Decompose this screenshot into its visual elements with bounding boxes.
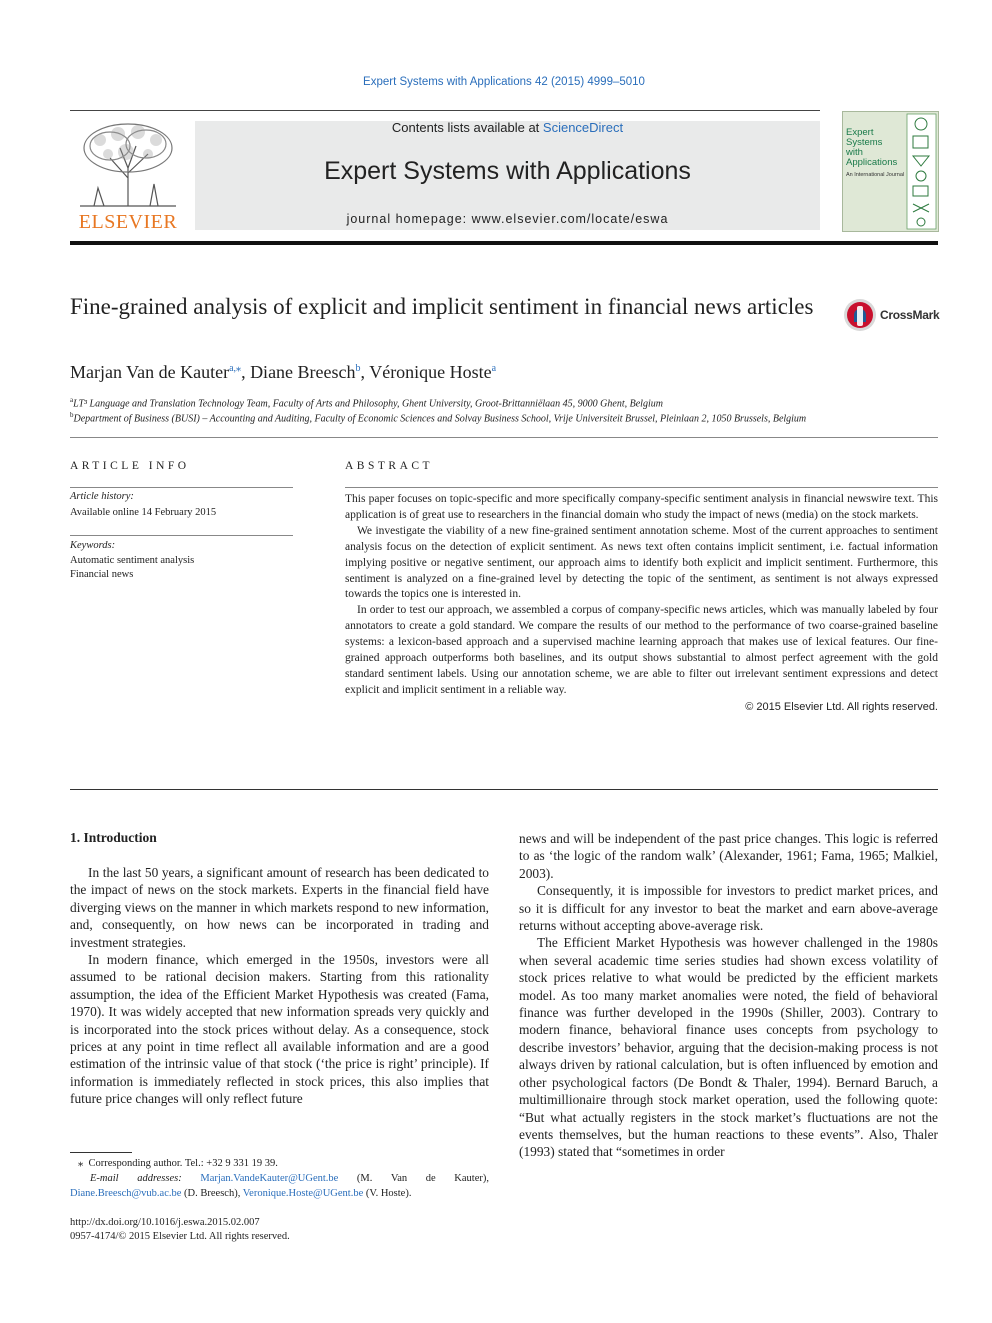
author-separator: , [360,362,370,382]
header-top-rule [70,110,820,111]
abstract-body [345,492,938,716]
cover-subtitle: An International Journal [846,172,905,178]
journal-title: Expert Systems with Applications [324,157,691,185]
abstract-bottom-rule [70,789,938,790]
cover-journal-title: Expert Systems with Applications [846,127,898,168]
author-name[interactable]: Diane Breesch [250,362,356,382]
author-list [70,362,496,383]
article-title: Fine-grained analysis of explicit and implicit sentiment in financial news articles [70,294,814,319]
email-owner: (V. Hoste). [363,1188,412,1199]
section-title: 1. Introduction [70,830,157,845]
keywords-label: Keywords: [70,540,116,551]
article-info-rule [70,487,293,488]
body-right-column [519,830,938,1161]
issn-line: 0957-4174/© 2015 Elsevier Ltd. All rights reserved. [70,1231,290,1242]
history-value: Available online 14 February 2015 [70,507,217,518]
elsevier-wordmark: ELSEVIER [78,211,178,233]
body-paragraph: In the last 50 years, a significant amount of research has been dedicated to the impact of news on the stock markets. Experts in the financial field have diverging views on the manner in which markets respond to new information, and, consequently, on how news can be incorporated in trading and investment strategies. [70,865,489,950]
footnote-emails [70,1171,489,1201]
affiliation-mark: b [70,411,74,419]
asterisk-mark: ⁎ [78,1158,89,1169]
abstract-rule [345,487,938,488]
keyword-item: Automatic sentiment analysis [70,555,195,566]
body-paragraph: news and will be independent of the past price changes. This logic is referred to as ‘the logic of the random walk’ (Alexander, 1961; Fama, 1965; Malkiel, 2003). [519,831,938,881]
email-link[interactable]: Veronique.Hoste@UGent.be [242,1188,364,1199]
sciencedirect-link[interactable]: ScienceDirect [542,120,624,135]
footnote-rule [70,1152,132,1153]
contents-line [195,120,820,135]
body-paragraph: In modern finance, which emerged in the 1950s, investors were all assumed to be rational decision makers. Starting from this rationality assumption, the idea of the Efficient Market Hypothesis was created (Fama, 1970). It was widely accepted that new information spreads very quickly and is incorporated into the stock prices without delay. As a consequence, stock prices at any point in time reflect all available information and are a good estimation of the intrinsic value of that stock (‘the price is right’ principle). If information is immediately reflected in stock prices, this also implies that future price changes will only reflect future [70,952,489,1107]
copyright-text: © 2015 Elsevier Ltd. All rights reserved. [745,700,938,713]
contents-prefix: Contents lists available at [391,120,543,135]
doi-link[interactable]: http://dx.doi.org/10.1016/j.eswa.2015.02.007 [70,1217,260,1228]
email-link[interactable]: Marjan.VandeKauter@UGent.be [200,1173,339,1184]
keyword-item: Financial news [70,569,134,580]
crossmark-icon[interactable] [843,298,877,332]
affiliation-text: LT³ Language and Translation Technology Team, Faculty of Arts and Philosophy, Ghent University, Groot-Brittanniëlaan 45, 9000 Ghent, Belgium [73,398,663,410]
header-bottom-rule [70,241,938,245]
affiliation-text: Department of Business (BUSI) – Accounting and Auditing, Faculty of Economic Sciences and Solvay Business School, Vrije Universiteit Brussel, Pleinlaan 2, 1050 Brussels, Belgium [73,413,807,425]
history-label: Article history: [70,491,134,502]
journal-homepage[interactable]: journal homepage: www.elsevier.com/locate/eswa [346,212,669,226]
author-name[interactable]: Marjan Van de Kauter [70,362,230,382]
affiliation-a [70,396,663,409]
email-link[interactable]: Diane.Breesch@vub.ac.be [70,1188,182,1199]
keywords-rule [70,535,293,536]
author-affil-mark[interactable]: a [491,363,497,374]
body-paragraph: Consequently, it is impossible for investors to predict market prices, and so it is difficult for any investor to beat the market and earn above-average returns without accepting above-average risk. [519,883,938,934]
abstract-heading: ABSTRACT [345,460,434,472]
affiliation-mark: a [70,396,74,404]
abstract-paragraph: This paper focuses on topic-specific and more specifically company-specific sentiment analysis in financial newswire text. This application is of great use to researchers in the financial domain who study the impact of news (media) on the stock markets. [345,493,938,521]
email-owner: (D. Breesch), [181,1188,243,1199]
crossmark-label[interactable]: CrossMark [880,308,940,322]
body-left-column [70,864,489,1108]
email-label: E-mail addresses: [90,1173,182,1184]
author-name[interactable]: Véronique Hoste [369,362,492,382]
affiliation-b [70,411,806,424]
footnote-corresponding [78,1156,498,1171]
abstract-paragraph: We investigate the viability of a new fine-grained sentiment annotation scheme. Most of the current approaches to sentiment analysis focus on the detection of explicit sentiment. As news text often contains implicit sentiment, i.e. factual information implying positive or negative sentiment, our approach aims to identify both explicit and implicit sentiment. Furthermore, this sentiment is analyzed on a fine-grained level by detecting the topic of the sentiment, as sentiment is not always expressed towards the topics one is interested in. [345,524,938,601]
abstract-paragraph: In order to test our approach, we assembled a corpus of company-specific news articles, which was manually labeled by four annotators to create a gold standard. We compare the results of our method to the performance of two coarse-grained baseline systems: a lexicon-based approach and a supervised machine learning approach that makes use of lexical features. Our fine-grained approach outperforms both baselines, and its output shows substantial to almost perfect agreement with the gold standard sentiment labels. Using our annotation scheme, we are able to filter out irrelevant sentiment expressions and detect explicit and implicit sentiment in a reliable way. [345,604,938,696]
author-affil-mark[interactable]: b [355,363,361,374]
affiliation-rule [70,437,938,438]
author-affil-mark[interactable]: a,⁎ [229,363,242,374]
article-info-heading: ARTICLE INFO [70,460,190,472]
abstract-copyright [345,700,938,716]
body-paragraph: The Efficient Market Hypothesis was however challenged in the 1980s when several academic time series studies had shown excess volatility of stock prices relative to what would be predicted by the efficient markets model. As too many market anomalies were noted, the field of behavioral finance was further developed in the 1990s (Shiller, 2003). Contrary to modern finance, behavioral finance uses concepts from psychology to describe investors’ behavior, arguing that the decision-making process is not always driven by rational calculation, but is often influenced by emotion and other psychological factors (De Bondt & Thaler, 1994). Bernard Baruch, a multimillionaire through stock market operation, used the following quote: “But what actually registers in the stock market’s fluctuations are not the events themselves, but the human reactions to these events”. Also, Thaler (1993) stated that “sometimes in order [519,935,938,1160]
journal-citation[interactable]: Expert Systems with Applications 42 (2015) 4999–5010 [363,76,645,88]
author-separator: , [241,362,251,382]
email-owner: (M. Van de Kauter), [338,1173,489,1184]
corresponding-text: Corresponding author. Tel.: +32 9 331 19 39. [88,1158,278,1169]
